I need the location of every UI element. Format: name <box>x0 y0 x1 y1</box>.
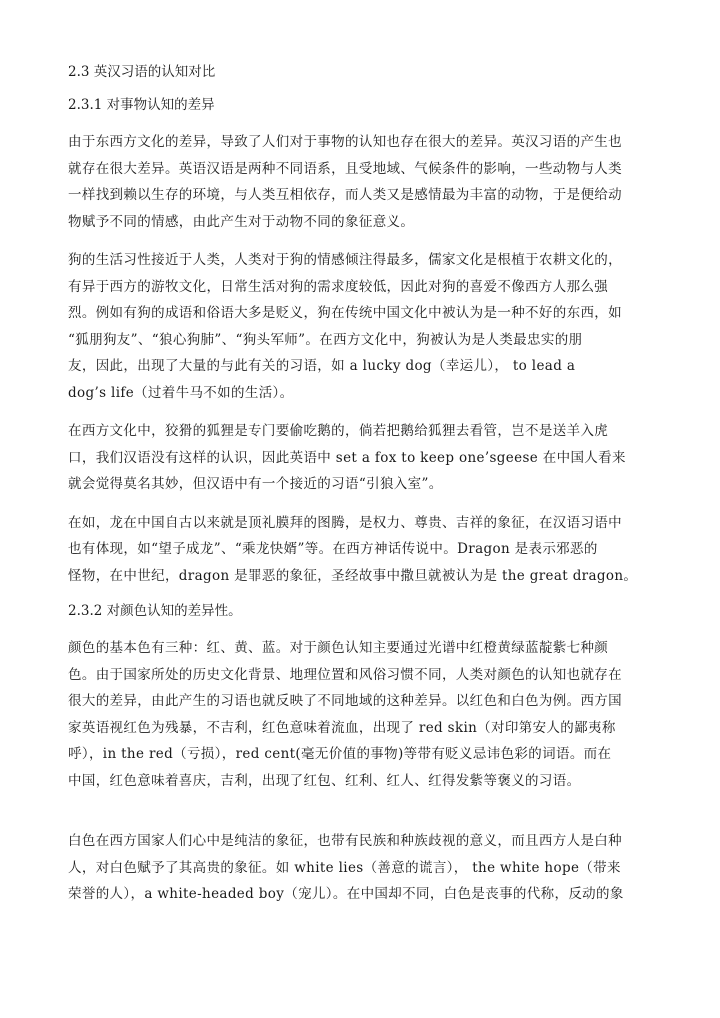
text-line: 色。由于国家所处的历史文化背景、地理位置和风俗习惯不同，人类对颜色的认知也就存在 <box>68 666 622 683</box>
text-line: 就会觉得莫名其妙，但汉语中有一个接近的习语“引狼入室”。 <box>68 476 443 492</box>
text-line: 白色在西方国家人们心中是纯洁的象征，也带有民族和种族歧视的意义，而且西方人是白种 <box>68 833 622 849</box>
text-line: 颜色的基本色有三种：红、黄、蓝。对于颜色认知主要通过光谱中红橙黄绿蓝靛紫七种颜 <box>68 640 609 656</box>
text-line: 也有体现，如“望子成龙”、“乘龙快婿”等。在西方神话传说中。Dragon 是表示邪恶的 <box>68 541 598 557</box>
text-line: 一样找到赖以生存的环境，与人类互相依存，而人类又是感情最为丰富的动物，于是便给动 <box>68 187 622 203</box>
document-page <box>68 62 654 920</box>
text-line: 很大的差异，由此产生的习语也就反映了不同地域的这种差异。以红色和白色为例。西方国 <box>68 693 622 709</box>
text-line: “狐朋狗友”、“狼心狗肺”、“狗头军师”。在西方文化中，狗被认为是人类最忠实的朋 <box>68 331 583 348</box>
paragraph-1 <box>68 129 654 235</box>
paragraph-3 <box>68 418 654 498</box>
paragraph-5 <box>68 635 654 794</box>
text-line: 怪物，在中世纪，dragon 是罪恶的象征，圣经故事中撒旦就被认为是 the great dragon。 <box>68 567 638 584</box>
text-line: 呼），in the red（亏损），red cent(毫无价值的事物)等带有贬义忌讳色彩的词语。而在 <box>68 746 612 762</box>
paragraph-4 <box>68 510 654 590</box>
text-line: 物赋予不同的情感，由此产生对于动物不同的象征意义。 <box>68 213 415 230</box>
paragraph-6 <box>68 828 654 908</box>
subsection-heading-2: 2.3.2 对颜色认知的差异性。 <box>68 603 242 619</box>
text-line: 人，对白色赋予了其高贵的象征。如 white lies（善意的谎言）， the white hope（带来 <box>68 859 621 876</box>
text-line: 口，我们汉语没有这样的认识，因此英语中 set a fox to keep one’sgeese 在中国人看来 <box>68 449 626 466</box>
text-line: 家英语视红色为残暴，不吉利，红色意味着流血，出现了 red skin（对印第安人的鄙夷称 <box>68 719 616 736</box>
section-heading: 2.3 英汉习语的认知对比 <box>68 64 216 80</box>
text-line: 烈。例如有狗的成语和俗语大多是贬义，狗在传统中国文化中被认为是一种不好的东西，如 <box>68 305 622 321</box>
text-line: 在如，龙在中国自古以来就是顶礼膜拜的图腾，是权力、尊贵、吉祥的象征，在汉语习语中 <box>68 514 622 531</box>
text-line: 就存在很大差异。英语汉语是两种不同语系，且受地域、气候条件的影响，一些动物与人类 <box>68 160 622 177</box>
text-line: 有异于西方的游牧文化，日常生活对狗的需求度较低，因此对狗的喜爱不像西方人那么强 <box>68 278 609 295</box>
text-line: 荣誉的人），a white-headed boy（宠儿）。在中国却不同，白色是丧事的代称，反动的象 <box>68 886 624 902</box>
text-line: 由于东西方文化的差异，导致了人们对于事物的认知也存在很大的差异。英汉习语的产生也 <box>68 134 622 150</box>
text-line: 友，因此，出现了大量的与此有关的习语，如 a lucky dog（幸运儿）， to lead a <box>68 358 576 374</box>
text-line: 中国，红色意味着喜庆，吉利，出现了红包、红利、红人、红得发紫等褒义的习语。 <box>68 772 581 789</box>
text-line: 狗的生活习性接近于人类，人类对于狗的情感倾注得最多，儒家文化是根植于农耕文化的， <box>68 252 622 268</box>
text-line: 在西方文化中，狡猾的狐狸是专门要偷吃鹅的，倘若把鹅给狐狸去看管，岂不是送羊入虎 <box>68 423 609 439</box>
text-line: dog’s life（过着牛马不如的生活）。 <box>68 384 294 401</box>
subsection-heading-1: 2.3.1 对事物认知的差异 <box>68 97 215 113</box>
paragraph-2 <box>68 247 654 406</box>
